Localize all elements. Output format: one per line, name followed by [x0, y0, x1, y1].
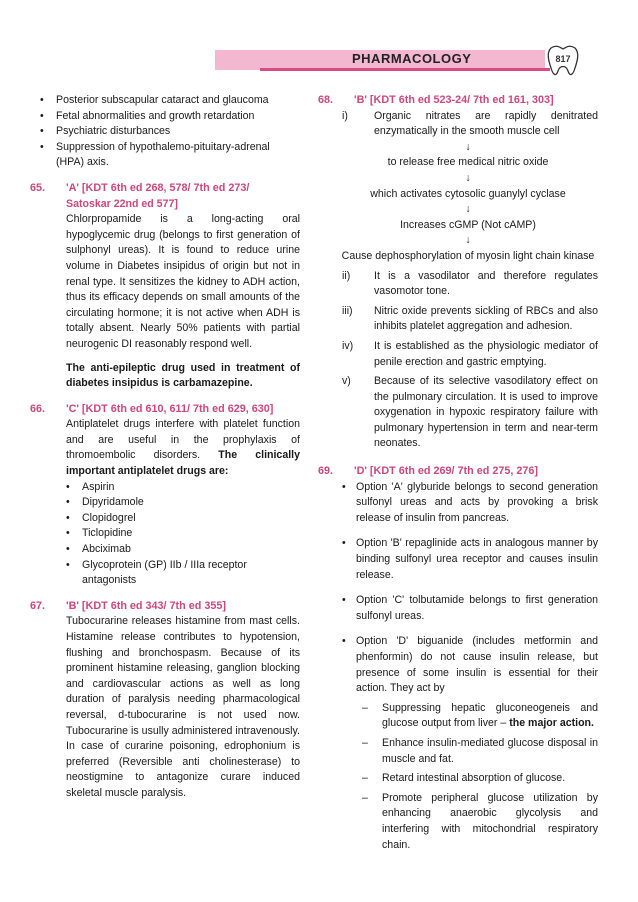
flow-step: Cause dephosphorylation of myosin light chain kinase	[341, 249, 595, 262]
bold-note: The anti-epileptic drug used in treatment of diabetes insipidus is carbamazepine.	[66, 361, 300, 390]
top-bullet-list	[30, 93, 300, 171]
list-item: • Dipyridamole	[56, 495, 300, 511]
point-text: It is established as the physiologic mediator of penile erection and gastric emptying.	[374, 339, 598, 368]
answer-text: Chlorpropamide is a long-acting oral hypoglycemic drug (belongs to first generation of sulphonyl ureas). It is found to reduce urine volume in Diabetes insipidus of origin but not in renal type. It sensitizes the kidney to ADH action, thus its efficacy depends on small amounts of the circulating hormone; it is not active when ADH is totally absent. Nearly 50% patients with partial neurogenic DI reasonably respond well.	[66, 213, 300, 350]
list-item: • Suppression of hypothalemo-pituitary-adrenal (HPA) axis.	[30, 140, 300, 171]
header-rule	[260, 68, 550, 71]
question-66	[30, 402, 300, 589]
point-number: v)	[342, 375, 351, 388]
list-item	[362, 701, 598, 732]
answer-ref: 'B' [KDT 6th ed 343/ 7th ed 355]	[66, 599, 226, 612]
list-item: • Abciximab	[56, 542, 300, 558]
list-item-text: Suppressing hepatic gluconeogeneis and glucose output from liver –	[382, 701, 598, 730]
answer-text: Antiplatelet drugs interfere with platelet function and are useful in the prophylaxis of thromoembolic disorders.	[66, 418, 300, 462]
list-item: • Glycoprotein (GP) IIb / IIIa receptor antagonists	[56, 558, 300, 589]
point-number: ii)	[342, 269, 351, 282]
answer-ref: 'A' [KDT 6th ed 268, 578/ 7th ed 273/	[66, 181, 250, 194]
bold-note: The clinically important antiplatelet drugs are:	[66, 449, 300, 478]
list-item: – Enhance insulin-mediated glucose disposal in muscle and fat.	[362, 736, 598, 767]
mechanism-flow	[318, 140, 598, 265]
point-text: Because of its selective vasodilatory effect on the pulmonary circulation. It is used to improve oxygenation in hypoxic respiratory failure with pulmonary hypertension in term and near-term neonates.	[374, 375, 598, 450]
left-column	[30, 93, 300, 802]
answer-ref: 'C' [KDT 6th ed 610, 611/ 7th ed 629, 630]	[66, 402, 274, 415]
question-67	[30, 599, 300, 802]
list-item: • Clopidogrel	[56, 511, 300, 527]
point-text: Organic nitrates are rapidly denitrated enzymatically in the smooth muscle cell	[374, 109, 598, 138]
list-item: • Ticlopidine	[56, 526, 300, 542]
flow-arrow: ↓	[465, 234, 471, 247]
answer-ref-cont: Satoskar 22nd ed 577]	[66, 197, 178, 210]
list-item: • Fetal abnormalities and growth retardation	[30, 109, 300, 125]
drug-list	[30, 480, 300, 589]
list-item: • Option 'D' biguanide (includes metformin and phenformin) do not cause insulin release, but presence of some insulin is essential for their action. They act by	[342, 634, 598, 696]
mechanism-list	[318, 701, 598, 853]
question-number: 69.	[318, 465, 334, 478]
question-number: 67.	[30, 599, 46, 612]
right-column	[318, 93, 598, 853]
flow-step: to release free medical nitric oxide	[387, 156, 549, 169]
flow-step: which activates cytosolic guanylyl cyclase	[370, 187, 566, 200]
answer-ref: 'D' [KDT 6th ed 269/ 7th ed 275, 276]	[354, 465, 538, 478]
option-list	[318, 480, 598, 697]
list-item: • Option 'A' glyburide belongs to second generation sulfonyl ureas and acts by provoking a brisk release of insulin from pancreas.	[342, 480, 598, 527]
answer-ref: 'B' [KDT 6th ed 523-24/ 7th ed 161, 303]	[354, 94, 554, 106]
question-65	[30, 181, 300, 392]
header-title: PHARMACOLOGY	[352, 51, 472, 66]
point-number: iii)	[342, 304, 353, 317]
question-number: 65.	[30, 181, 46, 194]
point-number: iv)	[342, 339, 354, 352]
flow-arrow: ↓	[465, 171, 471, 184]
list-item: • Option 'C' tolbutamide belongs to first generation sulfonyl ureas.	[342, 593, 598, 624]
page-header	[0, 44, 638, 78]
question-number: 68.	[318, 94, 334, 106]
flow-step: Increases cGMP (Not cAMP)	[400, 218, 536, 231]
point-text: Nitric oxide prevents sickling of RBCs and also inhibits platelet aggregation and adhesion.	[374, 304, 598, 333]
list-item: – Retard intestinal absorption of glucose.	[362, 771, 598, 787]
answer-text: Tubocurarine releases histamine from mast cells. Histamine release contributes to hypotension, flushing and bronchospasm. Because of its prominent histamine releasing, ganglion blocking and cardiovascular actions as well as long duration of paralysis needing pharmacological reversal, d-tubocurarine is not used now. Tubocurarine is usully administered intravenously. In case of curarine poisoning, edrophonium is preferred (Reversible anti cholinesterase) to neostigmine to antagonize curare induced skeletal muscle paralysis.	[66, 615, 300, 799]
list-item: • Option 'B' repaglinide acts in analogous manner by binding sulfonyl urea receptor and causes insulin release.	[342, 536, 598, 583]
list-item: • Psychiatric disturbances	[30, 124, 300, 140]
question-68	[318, 93, 598, 452]
question-number: 66.	[30, 402, 46, 415]
question-69	[318, 464, 598, 853]
list-item: • Posterior subscapular cataract and glaucoma	[30, 93, 300, 109]
list-item: – Promote peripheral glucose utilization by enhancing anaerobic glycolysis and interfering with mitochondrial respiratory chain.	[362, 791, 598, 853]
bold-note: the major action.	[509, 717, 594, 730]
point-text: It is a vasodilator and therefore regulates vasomotor tone.	[374, 269, 598, 298]
point-number: i)	[342, 109, 348, 122]
flow-arrow: ↓	[465, 203, 471, 216]
list-item: • Aspirin	[56, 480, 300, 496]
flow-arrow: ↓	[465, 140, 471, 153]
page-number: 817	[555, 54, 571, 64]
